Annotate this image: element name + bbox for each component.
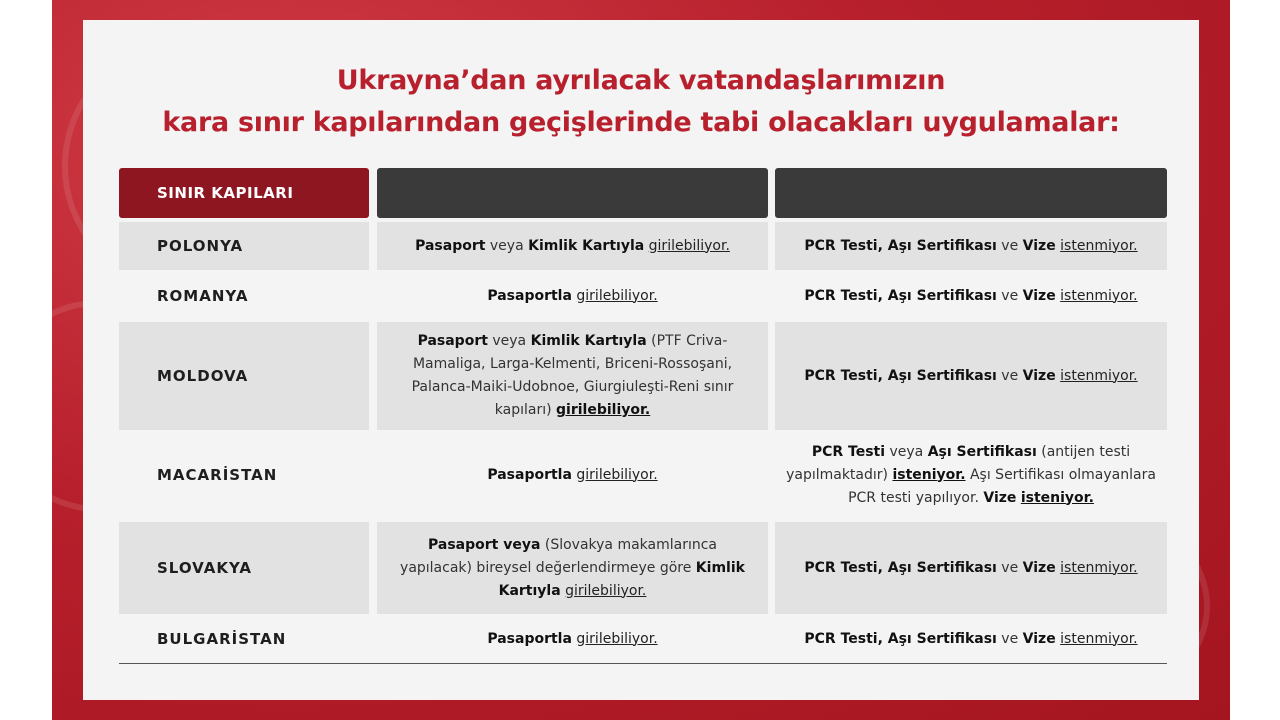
country-cell: BULGARİSTAN <box>157 630 287 648</box>
table-bottom-divider <box>119 663 1167 664</box>
title-line-2: kara sınır kapılarından geçişlerinde tabi olacakları uygulamalar: <box>162 107 1120 138</box>
country-cell: MACARİSTAN <box>157 466 278 484</box>
req-underline: isteniyor. <box>892 466 966 483</box>
table-row-moldova <box>83 322 1199 430</box>
entry-underline: girilebiliyor. <box>576 287 658 304</box>
req-bold: Vize <box>1022 367 1056 384</box>
country-cell: MOLDOVA <box>119 322 369 430</box>
country-cell: POLONYA <box>119 222 369 270</box>
req-bold: Vize <box>1022 237 1056 254</box>
req-plain: ve <box>996 287 1023 304</box>
req-underline: istenmiyor. <box>1060 630 1138 647</box>
entry-bold: Pasaportla <box>487 287 572 304</box>
table-row-bulgaristan <box>83 616 1199 662</box>
req-bold: PCR Testi, Aşı Sertifikası <box>804 630 997 647</box>
req-bold: PCR Testi, Aşı Sertifikası <box>804 237 997 254</box>
req-underline: istenmiyor. <box>1060 287 1138 304</box>
entry-bold: Pasaportla <box>487 466 572 483</box>
requirements-cell <box>775 522 1167 614</box>
entry-underline: girilebiliyor. <box>556 402 651 418</box>
req-plain: ve <box>996 237 1023 254</box>
requirements-cell <box>775 272 1167 320</box>
entry-underline: girilebiliyor. <box>576 630 658 647</box>
requirements-cell <box>775 222 1167 270</box>
entry-bold: Kimlik Kartıyla <box>528 237 645 254</box>
table-row-romanya <box>83 272 1199 320</box>
entry-text <box>389 534 756 603</box>
entry-underline: girilebiliyor. <box>576 466 658 483</box>
req-plain: (antijen testi yapılmaktadır) <box>786 443 1131 483</box>
entry-plain: veya <box>485 237 529 254</box>
entry-cell <box>377 432 768 518</box>
entry-underline: girilebiliyor. <box>648 237 730 254</box>
entry-text <box>487 628 657 651</box>
requirements-text <box>804 235 1137 258</box>
req-plain: veya <box>885 443 928 460</box>
req-underline: isteniyor. <box>1020 489 1094 506</box>
entry-text <box>389 330 756 422</box>
country-cell: ROMANYA <box>157 287 249 305</box>
req-plain: ve <box>996 559 1023 576</box>
requirements-text <box>785 441 1157 510</box>
req-underline: istenmiyor. <box>1060 237 1138 254</box>
requirements-text <box>804 628 1137 651</box>
req-bold: PCR Testi <box>811 443 886 460</box>
entry-text <box>487 464 657 487</box>
entry-bold: Kimlik Kartıyla <box>498 559 745 599</box>
req-bold: PCR Testi, Aşı Sertifikası <box>804 287 997 304</box>
entry-text <box>487 285 657 308</box>
country-cell: SLOVAKYA <box>119 522 369 614</box>
info-card <box>83 20 1199 700</box>
table-row-macaristan <box>83 432 1199 518</box>
req-underline: istenmiyor. <box>1060 559 1138 576</box>
req-plain: ve <box>996 367 1023 384</box>
req-plain: ve <box>996 630 1023 647</box>
page-title <box>83 60 1199 144</box>
entry-plain: (Slovakya makamlarınca yapılacak) bireysel değerlendirmeye göre <box>400 536 718 576</box>
table-row-polonya <box>83 222 1199 270</box>
requirements-cell <box>775 432 1167 518</box>
req-bold: Vize <box>1022 287 1056 304</box>
entry-cell <box>377 522 768 614</box>
header-entry-blank <box>377 168 768 218</box>
entry-bold: Pasaport veya <box>427 536 541 553</box>
entry-plain: (PTF Criva-Mamaliga, Larga-Kelmenti, Briceni-Rossoşani, Palanca-Maiki-Udobnoe, Giurgiuleşti-Reni sınır kapıları) <box>411 333 734 418</box>
req-underline: istenmiyor. <box>1060 367 1138 384</box>
entry-bold: Pasaport <box>417 333 488 349</box>
req-plain: Aşı Sertifikası olmayanlara PCR testi yapılıyor. <box>848 466 1156 506</box>
req-bold: PCR Testi, Aşı Sertifikası <box>804 367 997 384</box>
req-bold: PCR Testi, Aşı Sertifikası <box>804 559 997 576</box>
req-bold: Aşı Sertifikası <box>927 443 1037 460</box>
requirements-text <box>804 557 1137 580</box>
req-bold: Vize <box>1022 559 1056 576</box>
header-border-gates: SINIR KAPILARI <box>119 168 369 218</box>
req-bold: Vize <box>1022 630 1056 647</box>
entry-bold: Kimlik Kartıyla <box>530 333 647 349</box>
title-line-1: Ukrayna’dan ayrılacak vatandaşlarımızın <box>336 65 946 96</box>
entry-bold: Pasaport <box>415 237 486 254</box>
entry-cell <box>377 616 768 662</box>
requirements-cell <box>775 616 1167 662</box>
entry-underline: girilebiliyor. <box>565 582 647 599</box>
header-requirements-blank <box>775 168 1167 218</box>
table-row-slovakya <box>83 522 1199 614</box>
entry-cell <box>377 272 768 320</box>
entry-cell <box>377 322 768 430</box>
entry-cell <box>377 222 768 270</box>
requirements-cell <box>775 322 1167 430</box>
entry-bold: Pasaportla <box>487 630 572 647</box>
requirements-text <box>804 365 1137 388</box>
requirements-text <box>804 285 1137 308</box>
entry-plain: veya <box>487 333 531 349</box>
entry-text <box>415 235 730 258</box>
req-bold: Vize <box>983 489 1017 506</box>
